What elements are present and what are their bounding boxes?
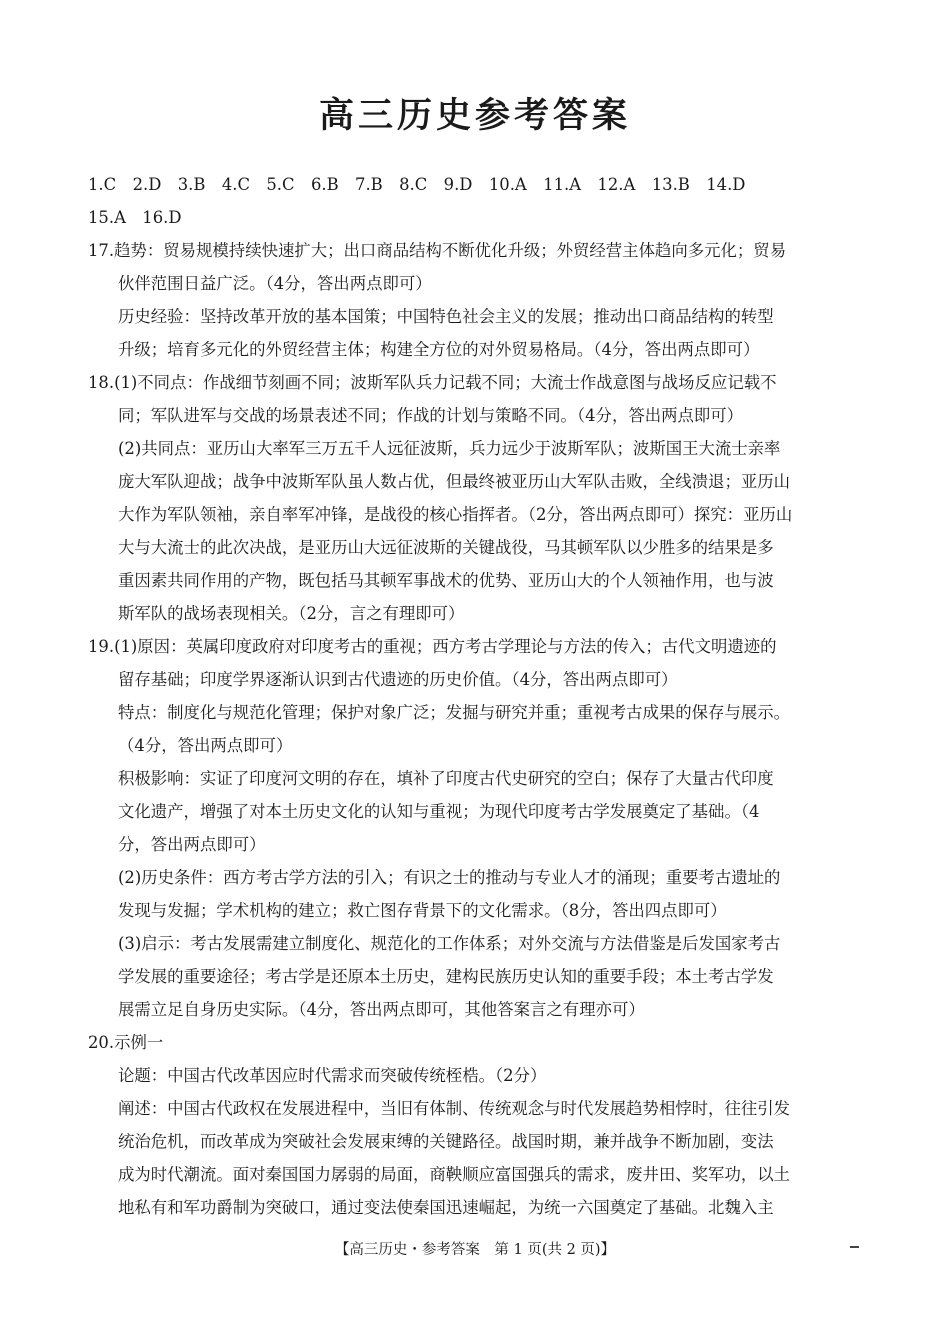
- text-line: 文化遗产，增强了对本土历史文化的认知与重视；为现代印度考古学发展奠定了基础。（4: [118, 802, 760, 821]
- text-line: 统治危机，而改革成为突破社会发展束缚的关键路径。战国时期，兼并战争不断加剧，变法: [118, 1132, 774, 1151]
- text-line: 历史经验：坚持改革开放的基本国策；中国特色社会主义的发展；推动出口商品结构的转型: [118, 307, 774, 326]
- text-line: 15.A 16.D: [88, 208, 182, 227]
- text-line: 斯军队的战场表现相关。（2分，言之有理即可）: [118, 604, 465, 623]
- page-title: 高三历史参考答案: [318, 96, 631, 136]
- text-line: 地私有和军功爵制为突破口，通过变法使秦国迅速崛起，为统一六国奠定了基础。北魏入主: [118, 1198, 774, 1217]
- text-line: (3)启示：考古发展需建立制度化、规范化的工作体系；对外交流与方法借鉴是后发国家考古: [118, 934, 781, 953]
- text-line: 18.(1)不同点：作战细节刻画不同；波斯军队兵力记载不同；大流士作战意图与战场反应记载不: [88, 373, 777, 392]
- text-line: 20.示例一: [88, 1033, 164, 1052]
- corner-mark: [850, 1246, 859, 1248]
- text-line: 特点：制度化与规范化管理；保护对象广泛；发掘与研究并重；重视考古成果的保存与展示。: [118, 703, 791, 722]
- text-line: 大与大流士的此次决战，是亚历山大远征波斯的关键战役，马其顿军队以少胜多的结果是多: [118, 538, 774, 557]
- text-line: （4分，答出两点即可）: [118, 736, 293, 755]
- answer-content: [88, 168, 862, 1224]
- text-line: 1.C 2.D 3.B 4.C 5.C 6.B 7.B 8.C 9.D 10.A 11.A 12.A 13.B 14.D: [88, 175, 746, 194]
- text-line: 学发展的重要途径；考古学是还原本土历史，建构民族历史认知的重要手段；本土考古学发: [118, 967, 774, 986]
- text-line: 庞大军队迎战；战争中波斯军队虽人数占优，但最终被亚历山大军队击败，全线溃退；亚历山: [118, 472, 791, 491]
- page-footer: 【高三历史・参考答案 第 1 页(共 2 页)】: [334, 1242, 616, 1258]
- text-line: 展需立足自身历史实际。（4分，答出两点即可，其他答案言之有理亦可）: [118, 1000, 645, 1019]
- text-line: 成为时代潮流。面对秦国国力孱弱的局面，商鞅顺应富国强兵的需求，废井田、奖军功，以土: [118, 1165, 791, 1184]
- text-line: 17.趋势：贸易规模持续快速扩大；出口商品结构不断优化升级；外贸经营主体趋向多元化；贸易: [88, 241, 787, 260]
- text-line: 发现与发掘；学术机构的建立；救亡图存背景下的文化需求。（8分，答出四点即可）: [118, 901, 727, 920]
- text-line: (2)共同点：亚历山大率军三万五千人远征波斯，兵力远少于波斯军队；波斯国王大流士亲率: [118, 439, 781, 458]
- text-line: 升级；培育多元化的外贸经营主体；构建全方位的对外贸易格局。（4分，答出两点即可）: [118, 340, 760, 359]
- text-line: 阐述：中国古代政权在发展进程中，当旧有体制、传统观念与时代发展趋势相悖时，往往引发: [118, 1099, 791, 1118]
- text-line: (2)历史条件：西方考古学方法的引入；有识之士的推动与专业人才的涌现；重要考古遗址的: [118, 868, 781, 887]
- text-line: 19.(1)原因：英属印度政府对印度考古的重视；西方考古学理论与方法的传入；古代文明遗迹的: [88, 637, 777, 656]
- text-line: 留存基础；印度学界逐渐认识到古代遗迹的历史价值。（4分，答出两点即可）: [118, 670, 678, 689]
- text-line: 同；军队进军与交战的场景表述不同；作战的计划与策略不同。（4分，答出两点即可）: [118, 406, 744, 425]
- text-line: 重因素共同作用的产物，既包括马其顿军事战术的优势、亚历山大的个人领袖作用，也与波: [118, 571, 774, 590]
- text-line: 论题：中国古代改革因应时代需求而突破传统桎梏。（2分）: [118, 1066, 547, 1085]
- text-line: 积极影响：实证了印度河文明的存在，填补了印度古代史研究的空白；保存了大量古代印度: [118, 769, 774, 788]
- text-line: 分，答出两点即可）: [118, 835, 266, 854]
- text-line: 大作为军队领袖，亲自率军冲锋，是战役的核心指挥者。（2分，答出两点即可）探究：亚历山: [118, 505, 793, 524]
- text-line: 伙伴范围日益广泛。（4分，答出两点即可）: [118, 274, 432, 293]
